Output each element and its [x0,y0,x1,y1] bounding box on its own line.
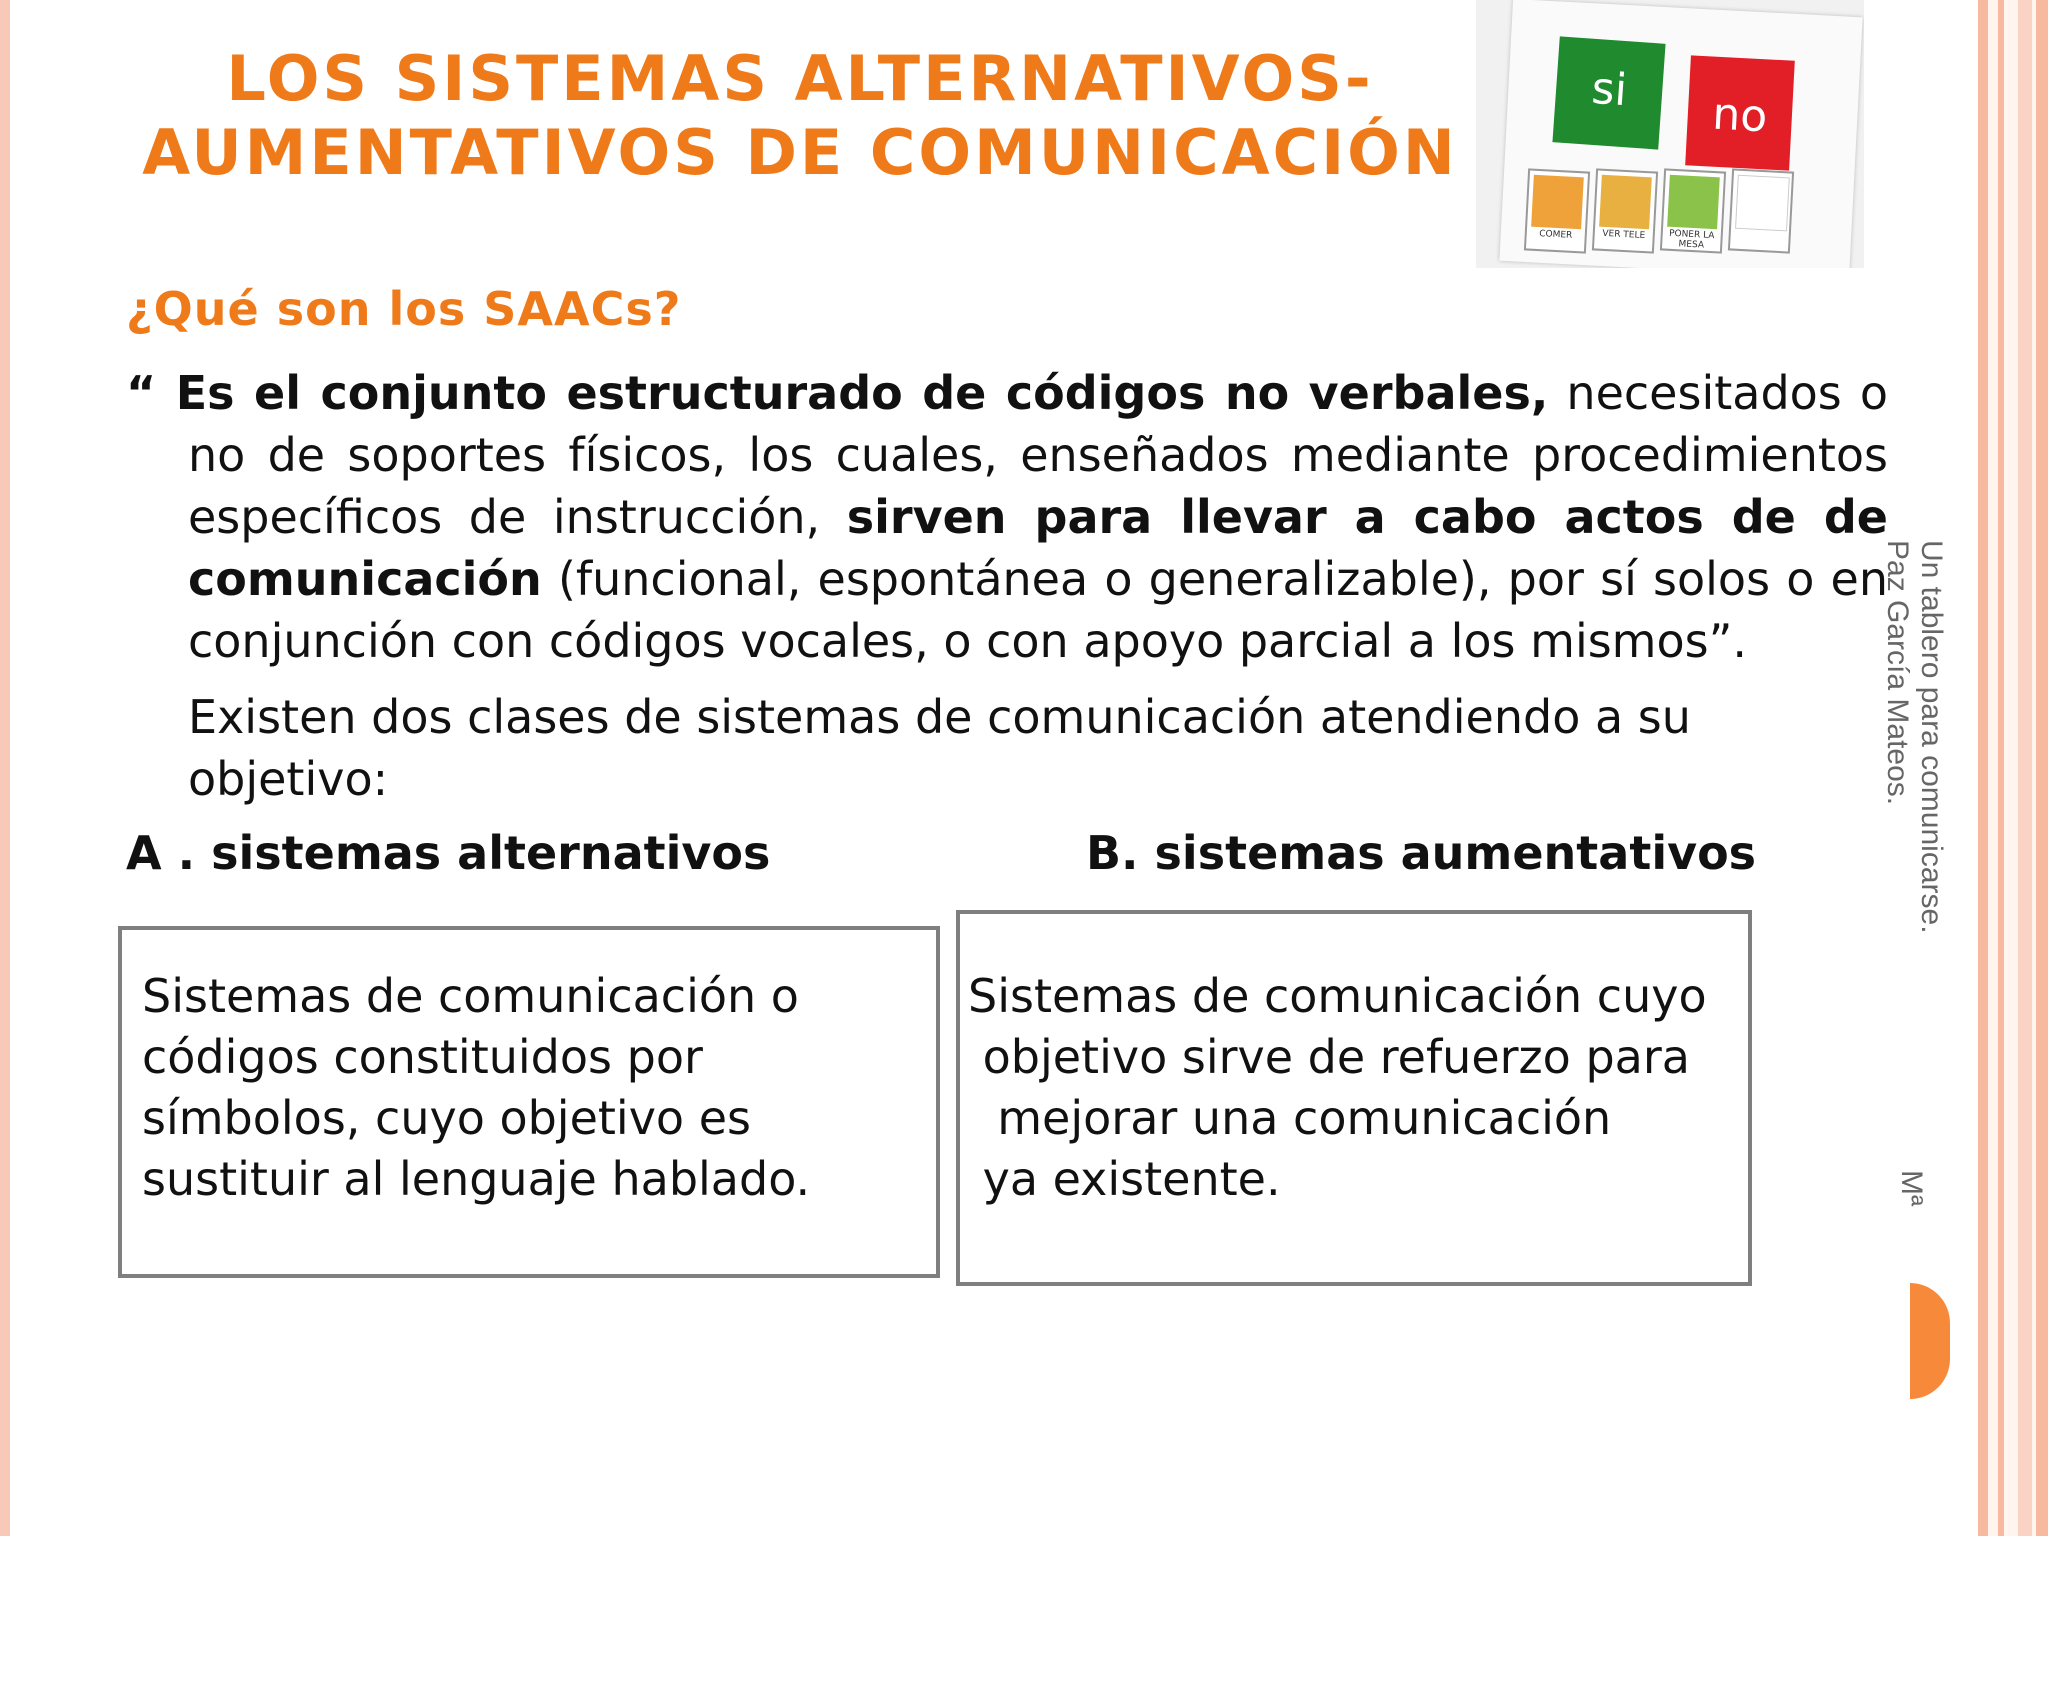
question-heading: ¿Qué son los SAACs? [126,282,682,336]
definition-bold-1: Es el conjunto estructurado de códigos no verbales, [175,366,1549,420]
classes-intro: Existen dos clases de sistemas de comunicación atendiendo a su objetivo: [188,690,1691,806]
picto-eat: COMER [1524,168,1590,253]
augmentative-systems-text: Sistemas de comunicación cuyo objetivo sirve de refuerzo para mejorar una comunicación ya existente. [968,969,1707,1206]
caption-line-2: Paz García Mateos. [1881,540,1914,806]
slide-title [130,42,1470,190]
caption-ma: Mª [1895,1170,1928,1207]
quote-mark: “ [126,366,176,420]
augmentative-systems-box [956,910,1752,1286]
picto-table: PONER LA MESA [1660,168,1726,253]
definition-text-1: necesitados o no de soportes físicos, los cuales, enseñados mediante procedimientos específicos de instrucción, [188,366,1889,544]
caption-line-1: Un tablero para comunicarse. [1915,540,1948,934]
title-line-1: LOS SISTEMAS ALTERNATIVOS- [226,42,1374,115]
left-frame-stripe [0,0,10,1536]
title-line-2: AUMENTATIVOS DE COMUNICACIÓN [142,116,1458,189]
picto-tv: VER TELE [1592,168,1658,253]
label-augmentative-systems: B. sistemas aumentativos [1086,826,1757,880]
definition-paragraph [126,362,1888,672]
no-card: no [1685,55,1795,170]
image-caption [1881,540,1960,1690]
definition-bold-2: sirven para llevar a cabo actos de de comunicación [188,490,1888,606]
right-frame-stripes [1978,0,2048,1536]
label-alternative-systems: A . sistemas alternativos [126,826,771,880]
definition-text-2: (funcional, espontánea o generalizable), por sí solos o en conjunción con códigos vocales, o con apoyo parcial a los mismos”. [188,552,1888,668]
alternative-systems-box [118,926,940,1278]
si-card: si [1552,36,1665,149]
communication-board-image [1476,0,1864,268]
picto-toilet [1728,168,1794,253]
alternative-systems-text: Sistemas de comunicación o códigos constituidos por símbolos, cuyo objetivo es sustituir al lenguaje hablado. [142,969,811,1206]
